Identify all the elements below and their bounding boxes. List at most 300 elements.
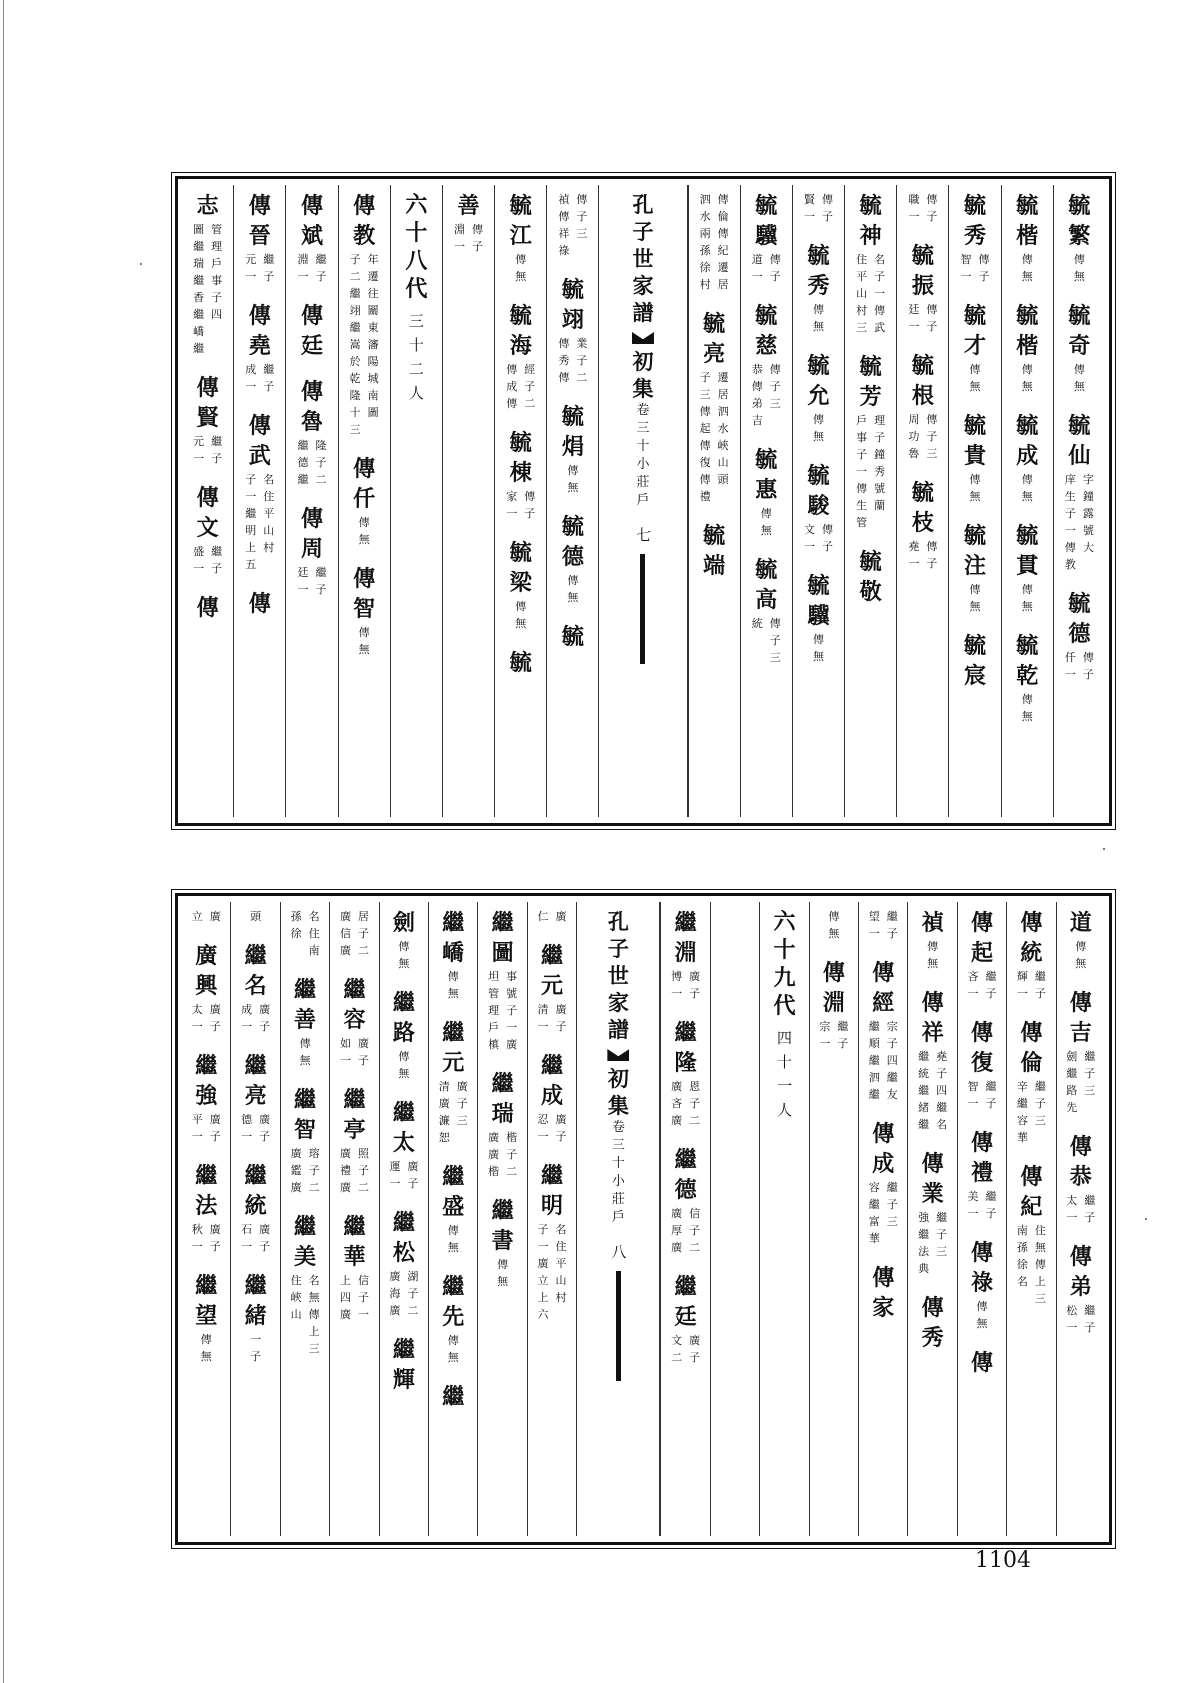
genealogy-column bbox=[329, 902, 378, 1536]
genealogy-column bbox=[428, 902, 477, 1536]
center-title-column bbox=[576, 902, 660, 1536]
entry-note: 傳無 bbox=[358, 626, 370, 656]
genealogy-column bbox=[948, 185, 1000, 817]
entry-note: 繼德繼 bbox=[297, 439, 309, 486]
entry-note: 傳子 bbox=[978, 253, 990, 283]
genealogy-page-top bbox=[175, 176, 1112, 826]
entry-notes bbox=[506, 361, 536, 412]
entry-notes bbox=[389, 1268, 419, 1319]
entry-notes bbox=[250, 1331, 262, 1365]
entry-notes bbox=[1064, 471, 1094, 573]
person-name: 毓敬 bbox=[859, 549, 882, 605]
entry-note: 傳秀傳 bbox=[558, 337, 570, 384]
genealogy-column bbox=[907, 902, 956, 1536]
entry-notes bbox=[193, 543, 223, 577]
entry-note: 容繼富華 bbox=[868, 1181, 880, 1245]
entry-notes bbox=[290, 908, 320, 959]
fold-line bbox=[616, 1271, 621, 1381]
person-name: 繼路 bbox=[392, 990, 415, 1046]
person-name: 毓枝 bbox=[911, 480, 934, 536]
person-name: 毓慈 bbox=[755, 303, 778, 359]
entry-notes bbox=[245, 361, 275, 395]
person-name: 毓仙 bbox=[1068, 413, 1091, 469]
person-name: 傳教 bbox=[353, 193, 376, 249]
entry-notes bbox=[1073, 361, 1085, 395]
entry-note: 字鐘露號大 bbox=[1082, 473, 1094, 554]
entry-note: 望一 bbox=[868, 910, 880, 940]
entry-note: 職一 bbox=[908, 193, 920, 223]
entry-note: 子三傳起傳復傳禮 bbox=[699, 371, 711, 503]
person-name: 傳武 bbox=[248, 413, 271, 469]
entry-note: 繼子 bbox=[1084, 1194, 1096, 1224]
entry-note: 周功魯 bbox=[908, 413, 920, 460]
entry-note: 傳成傳 bbox=[506, 363, 518, 410]
person-name: 毓振 bbox=[911, 243, 934, 299]
entry-note: 傳無 bbox=[760, 507, 772, 537]
entry-notes bbox=[671, 1205, 701, 1256]
entry-note: 傳無 bbox=[447, 970, 459, 1000]
entry-note: 繼子 bbox=[985, 1190, 997, 1220]
person-name: 繼松 bbox=[392, 1210, 415, 1266]
entry-notes bbox=[967, 1078, 997, 1112]
entry-note: 宗一 bbox=[819, 1020, 831, 1050]
entry-notes bbox=[828, 908, 840, 942]
person-name: 傳魯 bbox=[300, 379, 323, 435]
entry-notes bbox=[297, 564, 327, 598]
entry-note: 廣海廣 bbox=[389, 1270, 401, 1317]
person-name: 毓亮 bbox=[703, 311, 726, 367]
entry-notes bbox=[1021, 581, 1033, 615]
entry-notes bbox=[908, 538, 938, 572]
person-name: 傳禮 bbox=[971, 1130, 994, 1186]
entry-note: 孫徐 bbox=[290, 910, 302, 940]
entry-note: 傳子 bbox=[524, 490, 536, 520]
entry-notes bbox=[976, 1298, 988, 1332]
entry-note: 傳無 bbox=[497, 1258, 509, 1288]
entry-note: 傳子 bbox=[472, 223, 484, 253]
genealogy-column bbox=[1056, 902, 1105, 1536]
entry-note: 廣信廣 bbox=[339, 910, 351, 957]
entry-note: 如一 bbox=[339, 1037, 351, 1067]
person-name: 傳 bbox=[971, 1350, 994, 1376]
entry-note: 成一 bbox=[241, 1003, 253, 1033]
person-name: 傳堯 bbox=[248, 303, 271, 359]
entry-note: 傳無 bbox=[969, 363, 981, 393]
entry-note: 事號子一廣 bbox=[506, 970, 518, 1051]
person-name: 繼望 bbox=[195, 1273, 218, 1329]
person-name: 傳弟 bbox=[1069, 1244, 1092, 1300]
entry-note: 傳無 bbox=[976, 1300, 988, 1330]
bottom-columns bbox=[182, 902, 1105, 1536]
book-title: 孔子世家譜 bbox=[607, 909, 629, 1042]
person-name: 毓德 bbox=[1068, 591, 1091, 647]
person-name: 傳文 bbox=[196, 485, 219, 541]
entry-notes bbox=[1021, 251, 1033, 285]
entry-notes bbox=[751, 251, 781, 285]
entry-note: 名子一傳武 bbox=[874, 253, 886, 334]
entry-note: 名住南 bbox=[308, 910, 320, 957]
entry-notes bbox=[299, 1035, 311, 1069]
entry-note: 名無傳上三 bbox=[308, 1274, 320, 1355]
entry-note: 傳子 bbox=[926, 303, 938, 333]
person-name: 毓根 bbox=[911, 353, 934, 409]
entry-note: 居子二 bbox=[357, 910, 369, 957]
person-name: 毓允 bbox=[807, 353, 830, 409]
entry-notes bbox=[290, 1272, 320, 1357]
entry-note: 廣子 bbox=[689, 970, 701, 1000]
person-name: 傳祥 bbox=[921, 990, 944, 1046]
entry-notes bbox=[191, 1111, 221, 1145]
entry-note: 堯子四繼名 bbox=[936, 1050, 948, 1131]
person-name: 毓海 bbox=[509, 303, 532, 359]
entry-notes bbox=[751, 615, 781, 666]
entry-note: 傳無 bbox=[812, 303, 824, 333]
entry-note: 秋一 bbox=[191, 1223, 203, 1253]
entry-note: 庠生子一傳教 bbox=[1064, 473, 1076, 571]
entry-notes bbox=[558, 191, 588, 259]
entry-notes bbox=[1066, 1192, 1096, 1226]
person-name: 繼華 bbox=[343, 1214, 366, 1270]
person-name: 毓秀 bbox=[964, 193, 987, 249]
entry-note: 智一 bbox=[960, 253, 972, 283]
entry-notes bbox=[1021, 471, 1033, 505]
person-name: 繼名 bbox=[244, 943, 267, 999]
person-name: 劍 bbox=[392, 910, 415, 936]
entry-notes bbox=[868, 1179, 898, 1247]
genealogy-column bbox=[182, 902, 230, 1536]
person-name: 傳復 bbox=[971, 1020, 994, 1076]
entry-notes bbox=[856, 412, 886, 531]
entry-notes bbox=[567, 572, 579, 606]
entry-note: 廣吝廣 bbox=[671, 1080, 683, 1127]
entry-notes bbox=[241, 1221, 271, 1255]
entry-note: 傳無 bbox=[812, 633, 824, 663]
generation-count: 三十二人 bbox=[408, 312, 424, 402]
entry-notes bbox=[967, 1188, 997, 1222]
scan-speck bbox=[1145, 1218, 1147, 1220]
person-name: 傳秀 bbox=[921, 1295, 944, 1351]
entry-note: 傳無 bbox=[969, 473, 981, 503]
entry-notes bbox=[191, 908, 221, 925]
generation-column bbox=[390, 185, 442, 817]
entry-notes bbox=[488, 968, 518, 1053]
entry-note: 堯一 bbox=[908, 540, 920, 570]
entry-note: 廣子 bbox=[555, 1113, 567, 1143]
genealogy-column bbox=[710, 902, 759, 1536]
genealogy-column bbox=[338, 185, 390, 817]
branch-label: 小莊戶 bbox=[636, 457, 650, 508]
person-name: 傳統 bbox=[1020, 910, 1043, 966]
entry-notes bbox=[699, 369, 729, 505]
person-name: 傳晉 bbox=[248, 193, 271, 249]
entry-note: 傳無 bbox=[1021, 583, 1033, 613]
entry-note: 傳無 bbox=[1021, 253, 1033, 283]
entry-note: 傳無 bbox=[1021, 473, 1033, 503]
genealogy-column bbox=[494, 185, 546, 817]
entry-notes bbox=[339, 1145, 369, 1196]
person-name: 繼智 bbox=[294, 1087, 317, 1143]
entry-notes bbox=[250, 908, 262, 925]
entry-note: 名住平山村 bbox=[263, 473, 275, 554]
entry-notes bbox=[290, 1145, 320, 1196]
genealogy-column bbox=[230, 902, 279, 1536]
entry-notes bbox=[193, 221, 223, 357]
entry-notes bbox=[803, 191, 833, 225]
person-name: 毓驥 bbox=[755, 193, 778, 249]
entry-note: 恭傳弟吉 bbox=[751, 363, 763, 427]
person-name: 傳廷 bbox=[300, 303, 323, 359]
entry-notes bbox=[918, 1209, 948, 1277]
entry-notes bbox=[537, 908, 567, 925]
entry-note: 傳無 bbox=[398, 1050, 410, 1080]
entry-note: 傳無 bbox=[567, 464, 579, 494]
person-name: 毓江 bbox=[509, 193, 532, 249]
person-name: 毓焆 bbox=[561, 404, 584, 460]
entry-notes bbox=[537, 1001, 567, 1035]
entry-note: 繼子 bbox=[315, 566, 327, 596]
genealogy-column bbox=[285, 185, 337, 817]
entry-notes bbox=[241, 1111, 271, 1145]
person-name: 毓驥 bbox=[807, 573, 830, 629]
entry-notes bbox=[856, 251, 886, 336]
entry-note: 恩子二 bbox=[689, 1080, 701, 1127]
person-name: 毓才 bbox=[964, 303, 987, 359]
person-name: 繼明 bbox=[541, 1163, 564, 1219]
entry-note: 繼子 bbox=[263, 363, 275, 393]
person-name: 志 bbox=[196, 193, 219, 219]
entry-note: 名住平山村 bbox=[555, 1223, 567, 1304]
entry-notes bbox=[339, 1035, 369, 1069]
entry-notes bbox=[1066, 1302, 1096, 1336]
fold-line bbox=[640, 554, 645, 664]
person-name: 毓乾 bbox=[1016, 633, 1039, 689]
person-name: 廣興 bbox=[195, 943, 218, 999]
person-name: 毓奇 bbox=[1068, 303, 1091, 359]
entry-notes bbox=[671, 1332, 701, 1366]
person-name: 毓惠 bbox=[755, 447, 778, 503]
fish-tail-mark bbox=[607, 1049, 629, 1061]
person-name: 毓 bbox=[561, 624, 584, 650]
entry-notes bbox=[803, 521, 833, 555]
entry-note: 傳無 bbox=[567, 574, 579, 604]
entry-notes bbox=[868, 908, 898, 942]
entry-note: 繼子 bbox=[315, 253, 327, 283]
entry-notes bbox=[1016, 1222, 1046, 1307]
genealogy-column bbox=[957, 902, 1006, 1536]
person-name: 毓貫 bbox=[1016, 523, 1039, 579]
entry-note: 繼子 bbox=[837, 1020, 849, 1050]
entry-notes bbox=[497, 1256, 509, 1290]
person-name: 傳賢 bbox=[196, 375, 219, 431]
entry-note: 淵一 bbox=[454, 223, 466, 253]
person-name: 毓貴 bbox=[964, 413, 987, 469]
entry-note: 傳子 bbox=[1082, 651, 1094, 681]
entry-notes bbox=[812, 631, 824, 665]
entry-note: 繼統繼緒繼 bbox=[918, 1050, 930, 1131]
entry-note: 仟一 bbox=[1064, 651, 1076, 681]
entry-note: 傳無 bbox=[927, 940, 939, 970]
collection-title: 初集 bbox=[607, 1066, 629, 1118]
person-name: 毓高 bbox=[755, 557, 778, 613]
entry-note: 吝一 bbox=[967, 970, 979, 1000]
person-name: 禎 bbox=[921, 910, 944, 936]
person-name: 繼輝 bbox=[392, 1337, 415, 1393]
generation-column bbox=[759, 902, 808, 1536]
entry-note: 住無傳上三 bbox=[1034, 1224, 1046, 1305]
entry-note: 廣 bbox=[555, 910, 567, 923]
person-name: 毓繁 bbox=[1068, 193, 1091, 249]
scan-page-edge bbox=[3, 0, 4, 1683]
entry-note: 傳倫傳紀遷居 bbox=[717, 193, 729, 291]
genealogy-page-bottom bbox=[175, 893, 1112, 1545]
volume-label: 卷三十 bbox=[611, 1120, 625, 1171]
entry-note: 繼子 bbox=[985, 1080, 997, 1110]
entry-notes bbox=[447, 1332, 459, 1366]
person-name: 道 bbox=[1069, 910, 1092, 936]
entry-note: 廣子 bbox=[259, 1003, 271, 1033]
entry-notes bbox=[927, 938, 939, 972]
genealogy-column bbox=[740, 185, 792, 817]
entry-note: 運一 bbox=[389, 1160, 401, 1190]
entry-note: 繼子 bbox=[886, 910, 898, 940]
genealogy-column bbox=[1001, 185, 1053, 817]
genealogy-column bbox=[792, 185, 844, 817]
person-name: 傳經 bbox=[872, 960, 895, 1016]
person-name: 毓翊 bbox=[561, 277, 584, 333]
entry-note: 文一 bbox=[803, 523, 815, 553]
entry-note: 元一 bbox=[193, 435, 205, 465]
entry-notes bbox=[868, 1018, 898, 1103]
entry-note: 傳子 bbox=[821, 523, 833, 553]
entry-notes bbox=[358, 624, 370, 658]
entry-note: 廣禮廣 bbox=[339, 1147, 351, 1194]
entry-notes bbox=[819, 1018, 849, 1052]
entry-notes bbox=[297, 437, 327, 488]
person-name: 繼 bbox=[442, 1384, 465, 1410]
entry-note: 理子鐘秀號蘭 bbox=[874, 414, 886, 512]
book-title: 孔子世家譜 bbox=[632, 192, 654, 325]
entry-note: 繼子三 bbox=[886, 1181, 898, 1228]
entry-notes bbox=[398, 1048, 410, 1082]
entry-note: 上四廣 bbox=[339, 1274, 351, 1321]
entry-notes bbox=[438, 1078, 468, 1146]
person-name: 傳倫 bbox=[1020, 1020, 1043, 1076]
person-name: 繼德 bbox=[674, 1147, 697, 1203]
entry-note: 傳子 bbox=[821, 193, 833, 223]
person-name: 繼法 bbox=[195, 1163, 218, 1219]
entry-notes bbox=[339, 908, 369, 959]
genealogy-column bbox=[546, 185, 598, 817]
entry-notes bbox=[751, 361, 781, 429]
entry-note: 強繼法典 bbox=[918, 1211, 930, 1275]
entry-note: 傳無 bbox=[515, 600, 527, 630]
person-name: 傳淵 bbox=[822, 960, 845, 1016]
entry-note: 傳無 bbox=[828, 910, 840, 940]
entry-note: 元一 bbox=[245, 253, 257, 283]
genealogy-column bbox=[809, 902, 858, 1536]
person-name: 毓秀 bbox=[807, 243, 830, 299]
entry-note: 繼順繼泗繼 bbox=[868, 1020, 880, 1101]
entry-notes bbox=[908, 191, 938, 225]
genealogy-column bbox=[844, 185, 896, 817]
person-name: 繼書 bbox=[491, 1198, 514, 1254]
entry-note: 清廣濂恕 bbox=[438, 1080, 450, 1144]
person-name: 傳祿 bbox=[971, 1240, 994, 1296]
entry-note: 業子二 bbox=[576, 337, 588, 384]
entry-notes bbox=[191, 1001, 221, 1035]
entry-notes bbox=[812, 411, 824, 445]
entry-note: 廣子 bbox=[555, 1003, 567, 1033]
entry-note: 美一 bbox=[967, 1190, 979, 1220]
entry-notes bbox=[1021, 361, 1033, 395]
entry-note: 盛一 bbox=[193, 545, 205, 575]
entry-note: 隆子二 bbox=[315, 439, 327, 486]
entry-note: 廣子 bbox=[357, 1037, 369, 1067]
entry-notes bbox=[358, 514, 370, 548]
genealogy-column bbox=[477, 902, 526, 1536]
entry-note: 南孫徐名 bbox=[1016, 1224, 1028, 1288]
person-name: 毓梁 bbox=[509, 540, 532, 596]
entry-notes bbox=[537, 1111, 567, 1145]
entry-note: 石一 bbox=[241, 1223, 253, 1253]
entry-note: 禎傳祥祿 bbox=[558, 193, 570, 257]
person-name: 傳周 bbox=[300, 506, 323, 562]
person-name: 繼圖 bbox=[491, 910, 514, 966]
entry-notes bbox=[506, 488, 536, 522]
entry-note: 松一 bbox=[1066, 1304, 1078, 1334]
entry-notes bbox=[488, 1129, 518, 1180]
person-name: 毓芳 bbox=[859, 354, 882, 410]
entry-note: 傳無 bbox=[1021, 363, 1033, 393]
entry-note: 廣 bbox=[209, 910, 221, 923]
person-name: 繼淵 bbox=[674, 910, 697, 966]
entry-notes bbox=[1021, 691, 1033, 725]
entry-note: 廣子 bbox=[209, 1003, 221, 1033]
entry-note: 湖子二 bbox=[407, 1270, 419, 1317]
entry-note: 戶事子一傳生管 bbox=[856, 414, 868, 529]
entry-note: 傳無 bbox=[398, 940, 410, 970]
person-name: 毓駿 bbox=[807, 463, 830, 519]
entry-notes bbox=[671, 1078, 701, 1129]
entry-notes bbox=[339, 1272, 369, 1323]
person-name: 繼強 bbox=[195, 1053, 218, 1109]
entry-note: 廣厚廣 bbox=[671, 1207, 683, 1254]
entry-note: 太一 bbox=[191, 1003, 203, 1033]
entry-notes bbox=[918, 1048, 948, 1133]
genealogy-column bbox=[688, 185, 740, 817]
genealogy-column bbox=[896, 185, 948, 817]
entry-note: 繼子 bbox=[985, 970, 997, 1000]
entry-note: 楷子二 bbox=[506, 1131, 518, 1178]
entry-note: 仁 bbox=[537, 910, 549, 923]
entry-notes bbox=[760, 505, 772, 539]
person-name: 毓注 bbox=[964, 523, 987, 579]
generation-count: 四十一人 bbox=[776, 1029, 792, 1119]
entry-notes bbox=[960, 251, 990, 285]
entry-notes bbox=[245, 251, 275, 285]
entry-note: 傳子 bbox=[926, 540, 938, 570]
entry-note: 智一 bbox=[967, 1080, 979, 1110]
entry-notes bbox=[447, 1222, 459, 1256]
person-name: 傳紀 bbox=[1020, 1164, 1043, 1220]
entry-note: 傳子 bbox=[926, 193, 938, 223]
entry-notes bbox=[567, 462, 579, 496]
volume-label: 卷三十 bbox=[636, 403, 650, 454]
scan-speck bbox=[140, 263, 142, 265]
entry-note: 成一 bbox=[245, 363, 257, 393]
book-page-number: 1104 bbox=[975, 1548, 1031, 1573]
entry-notes bbox=[908, 301, 938, 335]
